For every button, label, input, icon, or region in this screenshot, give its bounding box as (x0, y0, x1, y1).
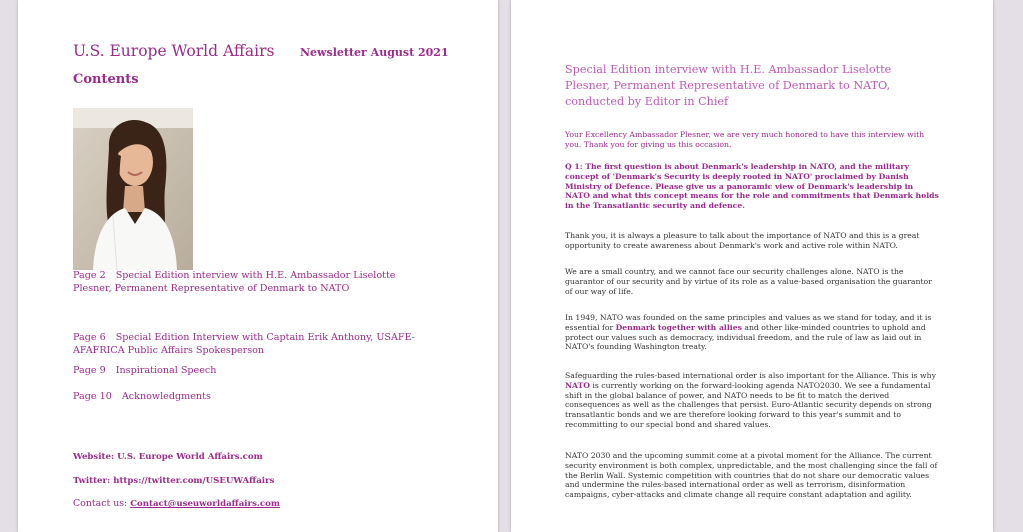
toc-entry-page-6[interactable] (73, 331, 433, 357)
answer-paragraph-5: NATO 2030 and the upcoming summit come at a pivotal moment for the Alliance. The current security environment is both complex, unpredictable, and the most challenging since the fall of the Berlin Wall. Systemic competition with countries that do not share our democratic values and undermine the rules-based international order as well as terrorism, disinformation campaigns, cyber-attacks and climate change all require constant adaptation and agility. (565, 451, 938, 500)
p3-text-a: In 1949, NATO was founded on the same principles and values as we stand for today, and it is essential for (565, 313, 932, 332)
newsletter-cover-page (18, 0, 498, 532)
p4-text-a: Safeguarding the rules-based international order is also important for the Alliance. This is why (565, 371, 936, 380)
contact-email-link[interactable]: Contact@useuworldaffairs.com (130, 499, 280, 509)
toc-page-number: Page 9 (73, 365, 106, 376)
answer-paragraph-2: We are a small country, and we cannot face our security challenges alone. NATO is the guarantor of our security and by virtue of its role as a value-based organisation the guarantor of our way of life. (565, 267, 932, 296)
publication-title: U.S. Europe World Affairs (73, 42, 275, 60)
answer-paragraph-1: Thank you, it is always a pleasure to talk about the importance of NATO and this is a great opportunity to create awareness about Denmark's work and active role within NATO. (565, 231, 920, 250)
p4-highlight: NATO (565, 380, 590, 390)
toc-entry-page-10[interactable] (73, 390, 433, 403)
twitter-text: Twitter: https://twitter.com/USEUWAffairs (73, 476, 275, 486)
website-line[interactable] (73, 452, 263, 462)
toc-entry-title: Acknowledgments (121, 391, 211, 402)
toc-page-number: Page 2 (73, 270, 106, 281)
p3-text-b: and other like-minded countries to uphold and protect our values such as democracy, individual freedom, and the rule of law as laid out in NATO's founding Washington treaty. (565, 322, 926, 352)
toc-entry-title: Special Edition Interview with Captain Erik Anthony, USAFE-AFAFRICA Public Affairs Spokesperson (73, 332, 416, 356)
article-title: Special Edition interview with H.E. Ambassador Liselotte Plesner, Permanent Representative of Denmark to NATO, conducted by Editor in Chief (565, 63, 892, 108)
portrait-image (73, 108, 193, 270)
twitter-line[interactable] (73, 476, 274, 486)
toc-entry-title: Inspirational Speech (115, 365, 217, 376)
question-1: Q 1: The first question is about Denmark's leadership in NATO, and the military concept of 'Denmark's Security is deeply rooted in NATO' proclaimed by Danish Ministry of Defence. Please give us a panoramic view of Denmark's leadership in NATO and what this concept means for the role and commitments that Denmark holds in the Transatlantic security and defence. (565, 162, 939, 211)
contents-heading: Contents (73, 72, 139, 87)
toc-entry-title: Special Edition interview with H.E. Ambassador Liselotte Plesner, Permanent Representative of Denmark to NATO (73, 270, 396, 294)
issue-label: Newsletter August 2021 (300, 46, 449, 59)
p3-highlight: Denmark together with allies (615, 322, 742, 332)
toc-page-number: Page 10 (73, 391, 112, 402)
toc-page-number: Page 6 (73, 332, 106, 343)
interview-article-page (511, 0, 993, 532)
contact-line (73, 498, 280, 509)
toc-entry-page-9[interactable] (73, 364, 433, 377)
ambassador-portrait (73, 108, 193, 270)
contact-label: Contact us: (73, 498, 128, 509)
answer-paragraph-3 (565, 313, 939, 352)
intro-paragraph: Your Excellency Ambassador Plesner, we are very much honored to have this interview with you. Thank you for giving us this occasion. (565, 130, 925, 149)
website-text: Website: U.S. Europe World Affairs.com (73, 452, 263, 462)
toc-entry-page-2[interactable] (73, 269, 433, 295)
p4-text-b: is currently working on the forward-looking agenda NATO2030. We see a fundamental shift in the global balance of power, and NATO needs to be fit to match the derived consequences as well as the challenges that persist. Euro-Atlantic security depends on strong transatlantic bonds and we are therefore looking forward to this year's summit and to recommitting to our special bond and shared values. (565, 380, 932, 429)
answer-paragraph-4 (565, 371, 939, 430)
